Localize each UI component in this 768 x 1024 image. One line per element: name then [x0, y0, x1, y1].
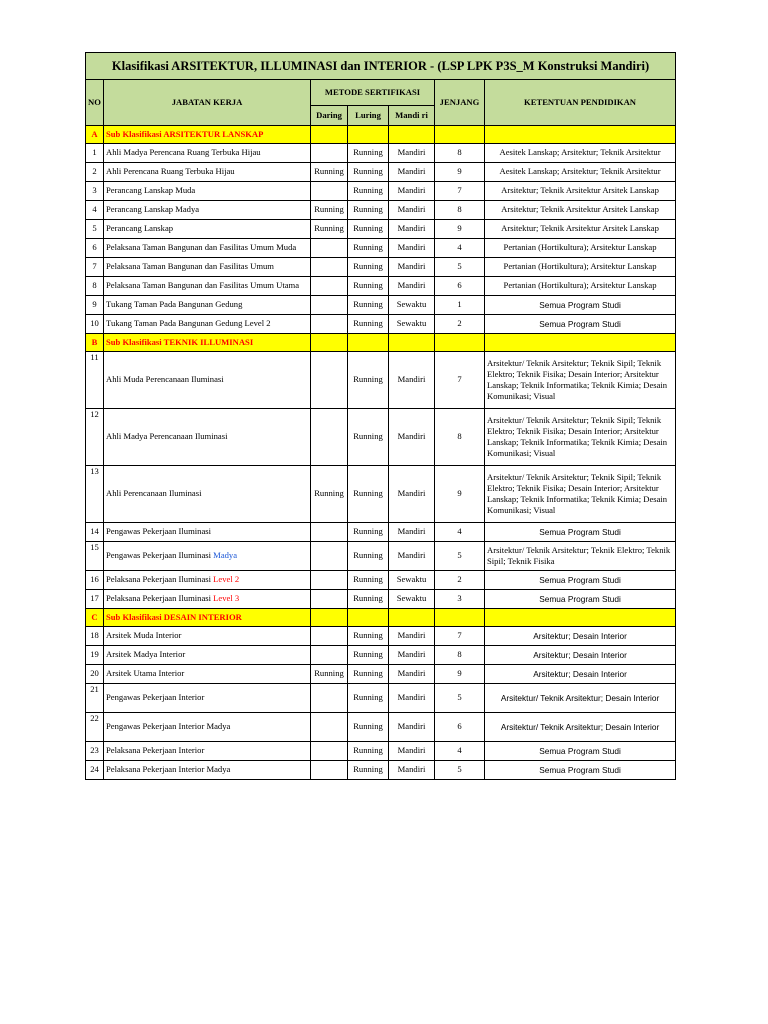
cell-daring [311, 523, 348, 542]
table-row [86, 352, 676, 409]
cell-jenjang: 5 [435, 258, 485, 277]
cell-daring [311, 684, 348, 713]
cell-no: 21 [86, 684, 104, 713]
section-empty-cell [311, 126, 348, 144]
cell-jabatan-kerja: Pelaksana Pekerjaan Interior [104, 742, 311, 761]
cell-jabatan-kerja: Tukang Taman Pada Bangunan Gedung Level 2 [104, 315, 311, 334]
cell-jabatan-kerja [104, 571, 311, 590]
cell-mandiri: Mandiri [389, 523, 435, 542]
cell-jenjang: 4 [435, 239, 485, 258]
cell-no: 1 [86, 144, 104, 163]
table-title: Klasifikasi ARSITEKTUR, ILLUMINASI dan INTERIOR - (LSP LPK P3S_M Konstruksi Mandiri) [86, 53, 676, 80]
cell-jabatan-kerja: Ahli Madya Perencana Ruang Terbuka Hijau [104, 144, 311, 163]
cell-daring [311, 646, 348, 665]
cell-mandiri: Mandiri [389, 144, 435, 163]
header-jabatan-kerja: JABATAN KERJA [104, 80, 311, 126]
cell-daring [311, 761, 348, 780]
cell-ketentuan-pendidikan: Arsitektur/ Teknik Arsitektur; Teknik Sipil; Teknik Elektro; Teknik Fisika; Desain Interior; Arsitektur Lanskap; Teknik Informatika; Teknik Kimia; Desain Komunikasi; Visual [485, 409, 676, 466]
cell-jabatan-kerja: Arsitek Utama Interior [104, 665, 311, 684]
section-label: Sub Klasifikasi DESAIN INTERIOR [104, 609, 311, 627]
cell-daring [311, 277, 348, 296]
cell-jenjang: 3 [435, 590, 485, 609]
cell-no: 23 [86, 742, 104, 761]
section-label: Sub Klasifikasi TEKNIK ILLUMINASI [104, 334, 311, 352]
cell-mandiri: Mandiri [389, 684, 435, 713]
section-empty-cell [389, 334, 435, 352]
cell-jenjang: 2 [435, 315, 485, 334]
table-row [86, 296, 676, 315]
header-no: NO [86, 80, 104, 126]
cell-jenjang: 4 [435, 523, 485, 542]
cell-luring: Running [348, 315, 389, 334]
table-row [86, 684, 676, 713]
section-row [86, 126, 676, 144]
cell-mandiri: Mandiri [389, 163, 435, 182]
cell-luring: Running [348, 220, 389, 239]
cell-mandiri: Mandiri [389, 239, 435, 258]
cell-ketentuan-pendidikan: Arsitektur/ Teknik Arsitektur; Desain Interior [485, 684, 676, 713]
table-row [86, 409, 676, 466]
cell-no: 17 [86, 590, 104, 609]
cell-ketentuan-pendidikan: Semua Program Studi [485, 590, 676, 609]
cell-daring [311, 352, 348, 409]
table-row [86, 201, 676, 220]
table-row [86, 523, 676, 542]
cell-jabatan-kerja: Pengawas Pekerjaan Interior Madya [104, 713, 311, 742]
cell-daring [311, 296, 348, 315]
section-empty-cell [348, 334, 389, 352]
cell-jabatan-kerja: Ahli Perencana Ruang Terbuka Hijau [104, 163, 311, 182]
cell-jabatan-kerja: Ahli Perencanaan Iluminasi [104, 466, 311, 523]
header-ketentuan-pendidikan: KETENTUAN PENDIDIKAN [485, 80, 676, 126]
cell-jenjang: 5 [435, 542, 485, 571]
table-row [86, 163, 676, 182]
cell-luring: Running [348, 182, 389, 201]
cell-ketentuan-pendidikan: Semua Program Studi [485, 296, 676, 315]
table-row [86, 144, 676, 163]
table-row [86, 258, 676, 277]
cell-jenjang: 8 [435, 409, 485, 466]
cell-ketentuan-pendidikan: Pertanian (Hortikultura); Arsitektur Lanskap [485, 277, 676, 296]
cell-mandiri: Mandiri [389, 409, 435, 466]
cell-no: 24 [86, 761, 104, 780]
cell-no: 6 [86, 239, 104, 258]
cell-daring [311, 542, 348, 571]
cell-mandiri: Mandiri [389, 665, 435, 684]
section-empty-cell [389, 126, 435, 144]
cell-luring: Running [348, 590, 389, 609]
section-empty-cell [485, 126, 676, 144]
cell-jenjang: 9 [435, 466, 485, 523]
cell-jenjang: 7 [435, 627, 485, 646]
table-row [86, 761, 676, 780]
cell-daring [311, 742, 348, 761]
cell-daring: Running [311, 163, 348, 182]
section-empty-cell [485, 334, 676, 352]
cell-jabatan-kerja: Tukang Taman Pada Bangunan Gedung [104, 296, 311, 315]
header-jenjang: JENJANG [435, 80, 485, 126]
table-row [86, 315, 676, 334]
section-empty-cell [435, 609, 485, 627]
cell-luring: Running [348, 144, 389, 163]
table-row [86, 590, 676, 609]
table-row [86, 220, 676, 239]
cell-mandiri: Mandiri [389, 201, 435, 220]
cell-luring: Running [348, 258, 389, 277]
cell-mandiri: Mandiri [389, 627, 435, 646]
cell-no: 18 [86, 627, 104, 646]
cell-no: 14 [86, 523, 104, 542]
cell-daring [311, 144, 348, 163]
cell-ketentuan-pendidikan: Arsitektur; Teknik Arsitektur Arsitek Lanskap [485, 201, 676, 220]
cell-jenjang: 9 [435, 665, 485, 684]
cell-mandiri: Mandiri [389, 646, 435, 665]
cell-jenjang: 6 [435, 713, 485, 742]
cell-luring: Running [348, 742, 389, 761]
cell-daring: Running [311, 220, 348, 239]
section-empty-cell [435, 334, 485, 352]
cell-no: 8 [86, 277, 104, 296]
cell-luring: Running [348, 646, 389, 665]
table-row [86, 627, 676, 646]
cell-no: 10 [86, 315, 104, 334]
cell-daring [311, 627, 348, 646]
cell-jenjang: 8 [435, 144, 485, 163]
cell-mandiri: Sewaktu [389, 571, 435, 590]
cell-no: 5 [86, 220, 104, 239]
cell-luring: Running [348, 665, 389, 684]
cell-mandiri: Mandiri [389, 352, 435, 409]
cell-jabatan-kerja: Perancang Lanskap Madya [104, 201, 311, 220]
cell-ketentuan-pendidikan: Arsitektur/ Teknik Arsitektur; Teknik Sipil; Teknik Elektro; Teknik Fisika; Desain Interior; Arsitektur Lanskap; Teknik Informatika; Teknik Kimia; Desain Komunikasi; Visual [485, 352, 676, 409]
section-label: Sub Klasifikasi ARSITEKTUR LANSKAP [104, 126, 311, 144]
cell-ketentuan-pendidikan: Arsitektur/ Teknik Arsitektur; Teknik Elektro; Teknik Sipil; Teknik Fisika [485, 542, 676, 571]
cell-luring: Running [348, 163, 389, 182]
cell-daring: Running [311, 201, 348, 220]
classification-table [85, 52, 676, 780]
cell-daring: Running [311, 665, 348, 684]
cell-jabatan-kerja: Ahli Madya Perencanaan Iluminasi [104, 409, 311, 466]
cell-ketentuan-pendidikan: Arsitektur; Desain Interior [485, 665, 676, 684]
section-empty-cell [311, 334, 348, 352]
jabatan-level-suffix: Level 3 [213, 593, 240, 604]
cell-mandiri: Mandiri [389, 742, 435, 761]
cell-mandiri: Mandiri [389, 542, 435, 571]
header-mandiri: Mandi ri [389, 106, 435, 126]
cell-mandiri: Mandiri [389, 466, 435, 523]
table-row [86, 466, 676, 523]
cell-jenjang: 8 [435, 646, 485, 665]
cell-jenjang: 9 [435, 220, 485, 239]
cell-daring [311, 239, 348, 258]
cell-ketentuan-pendidikan: Pertanian (Hortikultura); Arsitektur Lanskap [485, 239, 676, 258]
cell-daring [311, 590, 348, 609]
cell-jenjang: 6 [435, 277, 485, 296]
cell-jenjang: 7 [435, 352, 485, 409]
cell-daring: Running [311, 466, 348, 523]
cell-ketentuan-pendidikan: Semua Program Studi [485, 523, 676, 542]
cell-jabatan-kerja: Arsitek Madya Interior [104, 646, 311, 665]
cell-jabatan-kerja: Pengawas Pekerjaan Iluminasi [104, 523, 311, 542]
cell-ketentuan-pendidikan: Arsitektur; Teknik Arsitektur Arsitek Lanskap [485, 182, 676, 201]
cell-luring: Running [348, 571, 389, 590]
section-empty-cell [485, 609, 676, 627]
cell-daring [311, 571, 348, 590]
cell-no: 15 [86, 542, 104, 571]
table-row [86, 182, 676, 201]
cell-jenjang: 1 [435, 296, 485, 315]
section-code: B [86, 334, 104, 352]
cell-jabatan-kerja: Pelaksana Taman Bangunan dan Fasilitas Umum [104, 258, 311, 277]
cell-jabatan-kerja [104, 590, 311, 609]
cell-daring [311, 315, 348, 334]
table-row [86, 571, 676, 590]
table-row [86, 646, 676, 665]
cell-no: 22 [86, 713, 104, 742]
cell-daring [311, 409, 348, 466]
cell-jenjang: 8 [435, 201, 485, 220]
cell-no: 2 [86, 163, 104, 182]
cell-no: 3 [86, 182, 104, 201]
section-empty-cell [389, 609, 435, 627]
cell-ketentuan-pendidikan: Semua Program Studi [485, 742, 676, 761]
cell-luring: Running [348, 713, 389, 742]
cell-no: 4 [86, 201, 104, 220]
cell-no: 12 [86, 409, 104, 466]
cell-ketentuan-pendidikan: Arsitektur; Desain Interior [485, 646, 676, 665]
cell-no: 7 [86, 258, 104, 277]
table-row [86, 277, 676, 296]
cell-mandiri: Mandiri [389, 761, 435, 780]
cell-daring [311, 258, 348, 277]
section-row [86, 609, 676, 627]
cell-daring [311, 713, 348, 742]
cell-mandiri: Mandiri [389, 182, 435, 201]
cell-luring: Running [348, 542, 389, 571]
cell-jabatan-kerja: Pelaksana Taman Bangunan dan Fasilitas Umum Utama [104, 277, 311, 296]
cell-luring: Running [348, 627, 389, 646]
section-empty-cell [348, 609, 389, 627]
cell-daring [311, 182, 348, 201]
section-empty-cell [311, 609, 348, 627]
section-empty-cell [435, 126, 485, 144]
cell-ketentuan-pendidikan: Semua Program Studi [485, 315, 676, 334]
cell-luring: Running [348, 523, 389, 542]
cell-jabatan-kerja: Arsitek Muda Interior [104, 627, 311, 646]
cell-mandiri: Sewaktu [389, 590, 435, 609]
cell-ketentuan-pendidikan: Pertanian (Hortikultura); Arsitektur Lanskap [485, 258, 676, 277]
cell-jabatan-kerja: Pelaksana Pekerjaan Interior Madya [104, 761, 311, 780]
cell-ketentuan-pendidikan: Arsitektur; Teknik Arsitektur Arsitek Lanskap [485, 220, 676, 239]
section-code: C [86, 609, 104, 627]
cell-ketentuan-pendidikan: Aesitek Lanskap; Arsitektur; Teknik Arsitektur [485, 144, 676, 163]
cell-luring: Running [348, 684, 389, 713]
table-row [86, 542, 676, 571]
cell-no: 9 [86, 296, 104, 315]
table-row [86, 239, 676, 258]
cell-ketentuan-pendidikan: Semua Program Studi [485, 571, 676, 590]
cell-ketentuan-pendidikan: Aesitek Lanskap; Arsitektur; Teknik Arsitektur [485, 163, 676, 182]
cell-jenjang: 5 [435, 684, 485, 713]
cell-mandiri: Mandiri [389, 713, 435, 742]
cell-no: 19 [86, 646, 104, 665]
cell-luring: Running [348, 761, 389, 780]
cell-no: 20 [86, 665, 104, 684]
jabatan-text: Pelaksana Pekerjaan Iluminasi [106, 574, 212, 585]
cell-jabatan-kerja [104, 542, 311, 571]
cell-luring: Running [348, 409, 389, 466]
cell-luring: Running [348, 466, 389, 523]
header-metode-sertifikasi: METODE SERTIFIKASI [311, 80, 435, 106]
table-row [86, 713, 676, 742]
cell-jabatan-kerja: Perancang Lanskap [104, 220, 311, 239]
cell-jabatan-kerja: Perancang Lanskap Muda [104, 182, 311, 201]
cell-jenjang: 9 [435, 163, 485, 182]
cell-jabatan-kerja: Ahli Muda Perencanaan Iluminasi [104, 352, 311, 409]
cell-jabatan-kerja: Pelaksana Taman Bangunan dan Fasilitas Umum Muda [104, 239, 311, 258]
section-empty-cell [348, 126, 389, 144]
jabatan-level-suffix: Madya [213, 550, 238, 561]
cell-ketentuan-pendidikan: Semua Program Studi [485, 761, 676, 780]
cell-mandiri: Mandiri [389, 220, 435, 239]
header-luring: Luring [348, 106, 389, 126]
cell-luring: Running [348, 239, 389, 258]
jabatan-level-suffix: Level 2 [213, 574, 240, 585]
cell-mandiri: Sewaktu [389, 296, 435, 315]
table-row [86, 742, 676, 761]
cell-no: 13 [86, 466, 104, 523]
cell-mandiri: Mandiri [389, 277, 435, 296]
cell-ketentuan-pendidikan: Arsitektur; Desain Interior [485, 627, 676, 646]
cell-jabatan-kerja: Pengawas Pekerjaan Interior [104, 684, 311, 713]
cell-no: 16 [86, 571, 104, 590]
cell-luring: Running [348, 296, 389, 315]
cell-jenjang: 4 [435, 742, 485, 761]
cell-jenjang: 2 [435, 571, 485, 590]
cell-luring: Running [348, 277, 389, 296]
cell-luring: Running [348, 352, 389, 409]
table-row [86, 665, 676, 684]
header-daring: Daring [311, 106, 348, 126]
cell-mandiri: Sewaktu [389, 315, 435, 334]
cell-ketentuan-pendidikan: Arsitektur/ Teknik Arsitektur; Teknik Sipil; Teknik Elektro; Teknik Fisika; Desain Interior; Arsitektur Lanskap; Teknik Informatika; Teknik Kimia; Desain Komunikasi; Visual [485, 466, 676, 523]
cell-mandiri: Mandiri [389, 258, 435, 277]
cell-ketentuan-pendidikan: Arsitektur/ Teknik Arsitektur; Desain Interior [485, 713, 676, 742]
cell-luring: Running [348, 201, 389, 220]
section-code: A [86, 126, 104, 144]
cell-no: 11 [86, 352, 104, 409]
section-row [86, 334, 676, 352]
jabatan-text: Pelaksana Pekerjaan Iluminasi [106, 593, 212, 604]
jabatan-text: Pengawas Pekerjaan Iluminasi [106, 550, 212, 561]
cell-jenjang: 7 [435, 182, 485, 201]
cell-jenjang: 5 [435, 761, 485, 780]
